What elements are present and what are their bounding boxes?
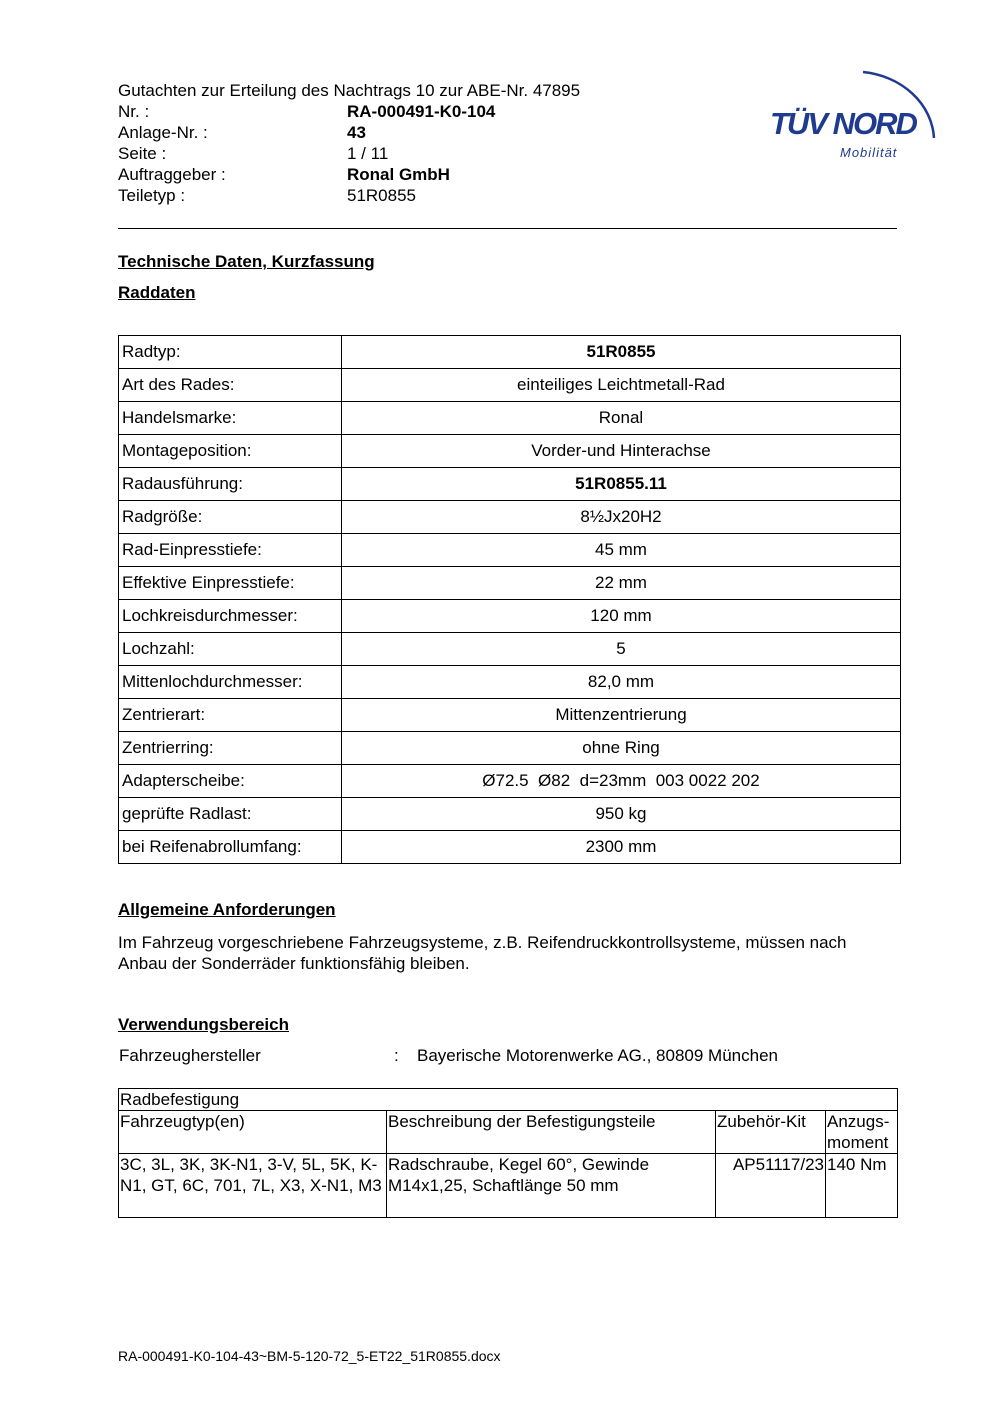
table-row (119, 798, 901, 831)
table-row (119, 765, 901, 798)
table-row (119, 468, 901, 501)
raddaten-table (118, 335, 901, 864)
table-key: Montageposition: (119, 435, 342, 468)
table-key: Adapterscheibe: (119, 765, 342, 798)
table-key: Art des Rades: (119, 369, 342, 402)
table-value: 2300 mm (342, 831, 901, 864)
table-row (119, 831, 901, 864)
table-key: Zentrierart: (119, 699, 342, 732)
section-verwendung: Verwendungsbereich (118, 1015, 289, 1034)
hersteller-label: Fahrzeughersteller (119, 1046, 261, 1065)
table-value: 120 mm (342, 600, 901, 633)
header-label: Nr. : (118, 102, 150, 121)
table-row (119, 666, 901, 699)
table-cell: 3C, 3L, 3K, 3K-N1, 3-V, 5L, 5K, K-N1, GT, 6C, 701, 7L, X3, X-N1, M3 (119, 1154, 387, 1218)
header-value: 1 / 11 (347, 144, 389, 163)
table-row (119, 699, 901, 732)
section-technische: Technische Daten, Kurzfassung (118, 252, 375, 271)
table-row (119, 501, 901, 534)
table-value: 51R0855 (342, 336, 901, 369)
table-key: Handelsmarke: (119, 402, 342, 435)
header-row-nr (118, 101, 718, 122)
section-allgemeine: Allgemeine Anforderungen (118, 900, 336, 919)
table-key: Rad-Einpresstiefe: (119, 534, 342, 567)
table-key: Radgröße: (119, 501, 342, 534)
table-key: Lochkreisdurchmesser: (119, 600, 342, 633)
befestigung-title: Radbefestigung (119, 1089, 898, 1111)
header-label: Teiletyp : (118, 186, 186, 205)
header-row-anlage (118, 122, 718, 143)
header-value: 51R0855 (347, 186, 417, 205)
section-raddaten: Raddaten (118, 283, 196, 302)
table-key: geprüfte Radlast: (119, 798, 342, 831)
column-header: Beschreibung der Befestigungsteile (387, 1111, 716, 1154)
table-value: 22 mm (342, 567, 901, 600)
table-value: 8½Jx20H2 (342, 501, 901, 534)
table-value: einteiliges Leichtmetall-Rad (342, 369, 901, 402)
document-title: Gutachten zur Erteilung des Nachtrags 10 zur ABE-Nr. 47895 (118, 81, 581, 100)
header-label: Auftraggeber : (118, 165, 226, 184)
table-key: bei Reifenabrollumfang: (119, 831, 342, 864)
table-cell: 140 Nm (826, 1154, 898, 1218)
table-cell: AP51117/23 (716, 1154, 826, 1218)
table-key: Radtyp: (119, 336, 342, 369)
table-row (119, 369, 901, 402)
table-key: Zentrierring: (119, 732, 342, 765)
table-row (119, 633, 901, 666)
header-row-seite (118, 143, 718, 164)
column-header: Anzugs-moment (826, 1111, 898, 1154)
header-row-auftraggeber (118, 164, 718, 185)
befestigung-table (118, 1088, 898, 1218)
table-key: Radausführung: (119, 468, 342, 501)
table-value: Mittenzentrierung (342, 699, 901, 732)
table-row (119, 600, 901, 633)
hersteller-value: Bayerische Motorenwerke AG., 80809 München (417, 1046, 778, 1065)
header-value: 43 (347, 123, 366, 142)
table-value: 45 mm (342, 534, 901, 567)
table-row (119, 1089, 898, 1111)
table-value: 5 (342, 633, 901, 666)
header-divider (118, 228, 897, 229)
header-label: Anlage-Nr. : (118, 123, 208, 142)
logo-sub: Mobilität (840, 145, 898, 160)
table-row (119, 336, 901, 369)
table-value: 82,0 mm (342, 666, 901, 699)
logo-brand: TÜV NORD (770, 106, 916, 141)
table-row (119, 402, 901, 435)
table-value: Ronal (342, 402, 901, 435)
table-row (119, 732, 901, 765)
header-label: Seite : (118, 144, 167, 163)
header-row-teiletyp (118, 185, 718, 206)
table-key: Effektive Einpresstiefe: (119, 567, 342, 600)
header-value: RA-000491-K0-104 (347, 102, 496, 121)
table-key: Lochzahl: (119, 633, 342, 666)
column-header: Zubehör-Kit (716, 1111, 826, 1154)
footer-filename: RA-000491-K0-104-43~BM-5-120-72_5-ET22_51R0855.docx (118, 1348, 501, 1364)
table-cell: Radschraube, Kegel 60°, Gewinde M14x1,25, Schaftlänge 50 mm (387, 1154, 716, 1218)
table-key: Mittenlochdurchmesser: (119, 666, 342, 699)
document-header (118, 80, 718, 206)
allgemeine-text: Im Fahrzeug vorgeschriebene Fahrzeugsysteme, z.B. Reifendruckkontrollsysteme, müssen nach Anbau der Sonderräder funktionsfähig bleiben. (118, 933, 847, 973)
table-header-row (119, 1111, 898, 1154)
table-row (119, 534, 901, 567)
table-value: Vorder-und Hinterachse (342, 435, 901, 468)
table-row (119, 435, 901, 468)
table-row (119, 567, 901, 600)
column-header: Fahrzeugtyp(en) (119, 1111, 387, 1154)
table-row (119, 1154, 898, 1218)
table-value: ohne Ring (342, 732, 901, 765)
header-value: Ronal GmbH (347, 165, 450, 184)
table-value: Ø72.5 Ø82 d=23mm 003 0022 202 (342, 765, 901, 798)
tuv-nord-logo (768, 60, 948, 170)
table-value: 51R0855.11 (342, 468, 901, 501)
hersteller-separator: : (394, 1046, 399, 1065)
table-value: 950 kg (342, 798, 901, 831)
